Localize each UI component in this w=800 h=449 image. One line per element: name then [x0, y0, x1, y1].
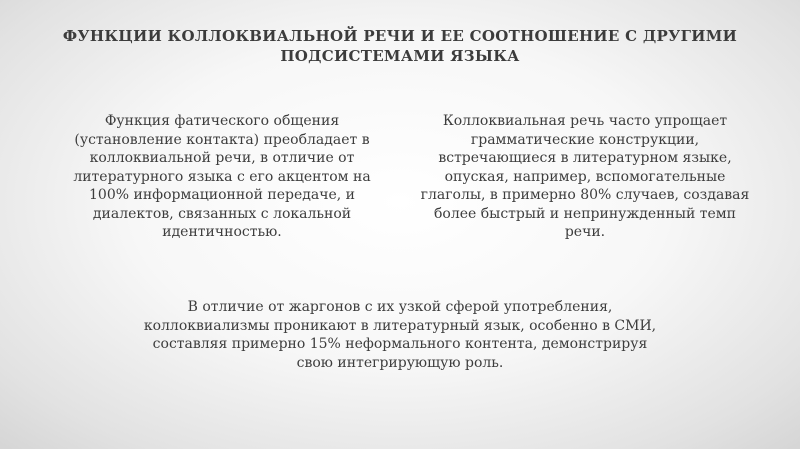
left-paragraph: Функция фатического общения (установление контакта) преобладает в коллоквиальной речи, в отличие от литературного языка с его акцентом на 100% информационной передаче, и диалектов, связанных с локальной идентичностью.	[73, 113, 371, 240]
slide-title: ФУНКЦИИ КОЛЛОКВИАЛЬНОЙ РЕЧИ И ЕЕ СООТНОШЕНИЕ С ДРУГИМИ ПОДСИСТЕМАМИ ЯЗЫКА	[62, 27, 738, 65]
right-paragraph: Коллоквиальная речь часто упрощает грамматические конструкции, встречающиеся в литературном языке, опуская, например, вспомогательные глаголы, в примерно 80% случаев, создавая более быстрый и непринужденный темп речи.	[420, 113, 750, 240]
bottom-paragraph: В отличие от жаргонов с их узкой сферой употребления, коллоквиализмы проникают в литературный язык, особенно в СМИ, составляя примерно 15% неформального контента, демонстрируя свою интегрирующую роль.	[143, 299, 657, 371]
